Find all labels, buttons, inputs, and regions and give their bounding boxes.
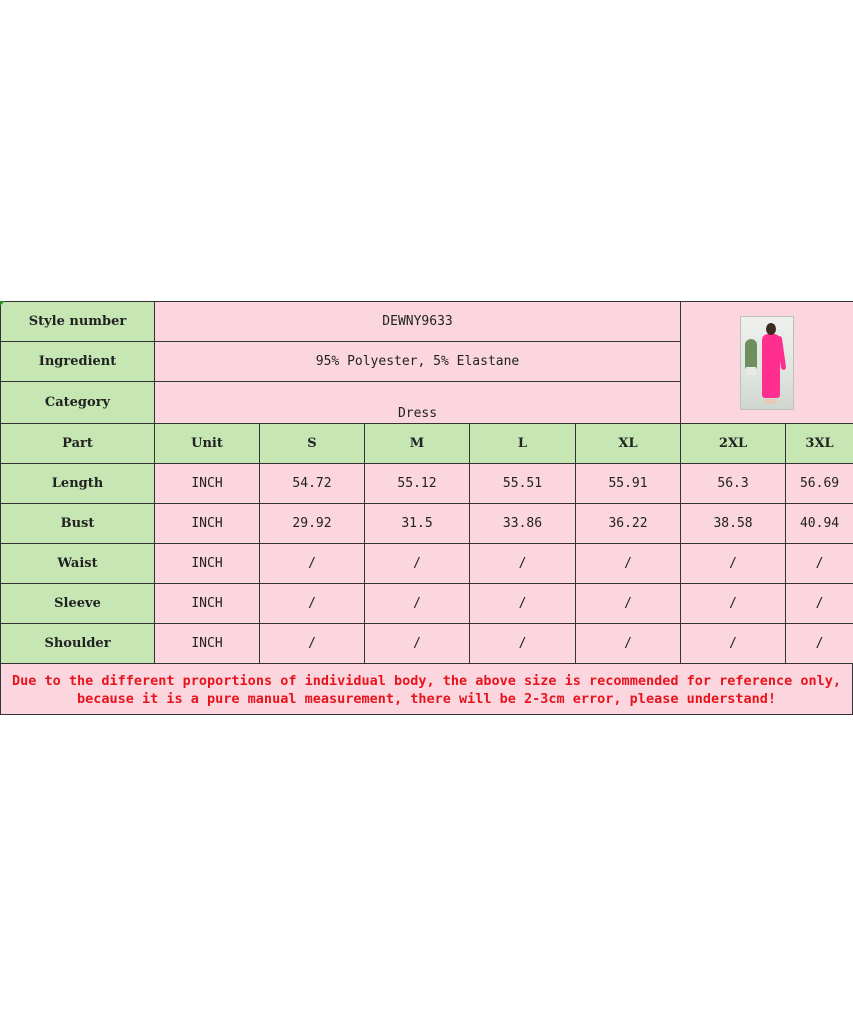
row-value-3xl: / — [786, 584, 853, 624]
header-size-xl: XL — [576, 424, 681, 464]
pot-shape — [746, 367, 756, 375]
row-unit: INCH — [155, 624, 260, 664]
row-value-s: / — [260, 584, 365, 624]
table-row-shoulder — [1, 624, 853, 664]
header-size-3xl: 3XL — [786, 424, 853, 464]
header-size-2xl: 2XL — [681, 424, 786, 464]
row-value-3xl: / — [786, 624, 853, 664]
row-value-xl: 55.91 — [576, 464, 681, 504]
row-unit: INCH — [155, 584, 260, 624]
row-unit: INCH — [155, 504, 260, 544]
row-part-label: Shoulder — [1, 624, 155, 664]
shoe-shape — [765, 399, 777, 404]
ingredient-value: 95% Polyester, 5% Elastane — [155, 342, 681, 382]
row-part-label: Sleeve — [1, 584, 155, 624]
table-row-length — [1, 464, 853, 504]
row-unit: INCH — [155, 464, 260, 504]
row-value-3xl: / — [786, 544, 853, 584]
table-row-waist — [1, 544, 853, 584]
header-size-m: M — [365, 424, 470, 464]
style-number-label: Style number — [1, 302, 155, 342]
category-value: Dress — [155, 382, 681, 424]
row-value-m: / — [365, 584, 470, 624]
row-value-l: 55.51 — [470, 464, 576, 504]
row-value-2xl: 56.3 — [681, 464, 786, 504]
plant-shape — [745, 339, 757, 369]
row-part-label: Bust — [1, 504, 155, 544]
header-unit: Unit — [155, 424, 260, 464]
header-part: Part — [1, 424, 155, 464]
row-part-label: Waist — [1, 544, 155, 584]
row-value-s: / — [260, 544, 365, 584]
row-value-xl: / — [576, 624, 681, 664]
row-value-2xl: 38.58 — [681, 504, 786, 544]
row-value-xl: / — [576, 544, 681, 584]
row-value-m: 55.12 — [365, 464, 470, 504]
ingredient-label: Ingredient — [1, 342, 155, 382]
size-header-row — [1, 424, 853, 464]
row-value-s: 54.72 — [260, 464, 365, 504]
row-value-s: 29.92 — [260, 504, 365, 544]
table-row-bust — [1, 504, 853, 544]
row-value-2xl: / — [681, 624, 786, 664]
head-shape — [766, 323, 776, 335]
table-row-sleeve — [1, 584, 853, 624]
row-value-l: / — [470, 624, 576, 664]
row-value-2xl: / — [681, 584, 786, 624]
row-value-2xl: / — [681, 544, 786, 584]
row-value-l: / — [470, 544, 576, 584]
product-photo-dress — [740, 316, 794, 410]
row-part-label: Length — [1, 464, 155, 504]
row-value-l: / — [470, 584, 576, 624]
row-value-m: / — [365, 624, 470, 664]
header-size-s: S — [260, 424, 365, 464]
row-value-m: 31.5 — [365, 504, 470, 544]
row-value-3xl: 40.94 — [786, 504, 853, 544]
product-photo-cell — [681, 302, 853, 424]
size-chart-sheet — [0, 301, 853, 715]
row-value-l: 33.86 — [470, 504, 576, 544]
style-number-value: DEWNY9633 — [155, 302, 681, 342]
row-unit: INCH — [155, 544, 260, 584]
style-number-row — [1, 302, 853, 342]
category-label: Category — [1, 382, 155, 424]
row-value-xl: 36.22 — [576, 504, 681, 544]
header-size-l: L — [470, 424, 576, 464]
cell-marker-icon — [0, 301, 5, 306]
measurement-disclaimer: Due to the different proportions of individual body, the above size is recommended for reference only, because it is a pure manual measurement, there will be 2-3cm error, please understand! — [0, 664, 853, 715]
row-value-s: / — [260, 624, 365, 664]
size-chart-table — [0, 301, 853, 664]
row-value-xl: / — [576, 584, 681, 624]
row-value-3xl: 56.69 — [786, 464, 853, 504]
row-value-m: / — [365, 544, 470, 584]
